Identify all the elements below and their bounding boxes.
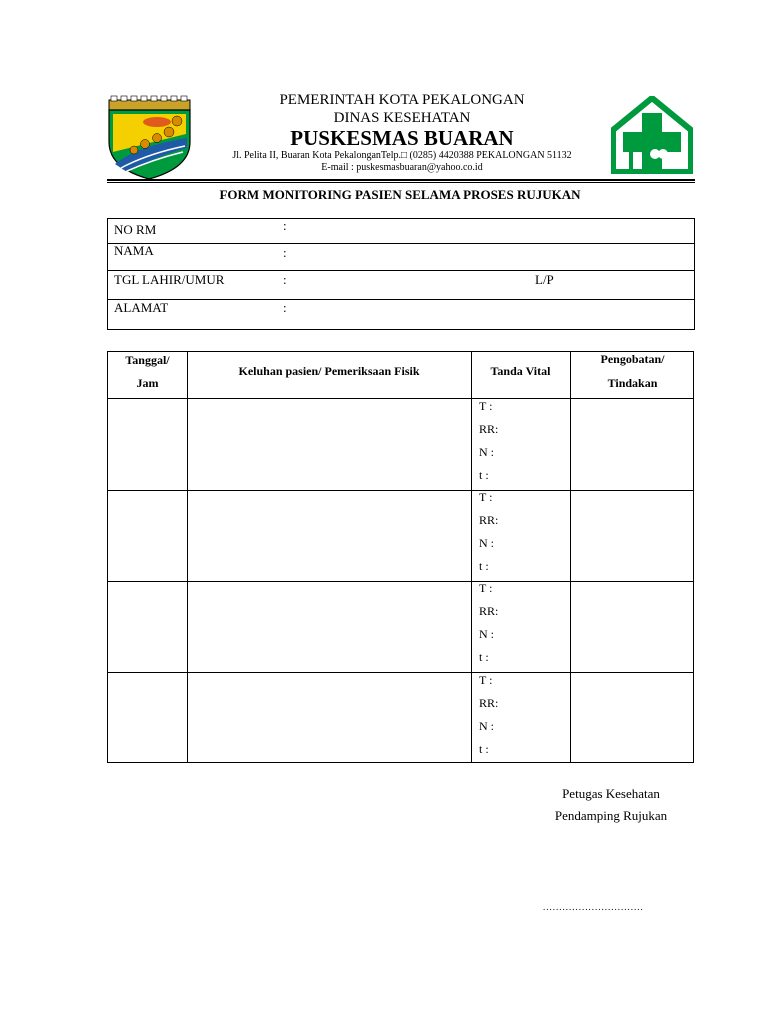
nama-label: NAMA	[114, 243, 154, 258]
puskesmas-logo-icon	[611, 96, 693, 174]
vital-n: N :	[479, 536, 494, 550]
vital-rr: RR:	[479, 422, 499, 436]
column-divider	[187, 352, 188, 762]
identity-row-nama	[108, 243, 694, 271]
header-pengobatan: Pengobatan/	[600, 352, 665, 366]
column-divider	[570, 352, 571, 762]
vital-t: T :	[479, 581, 493, 595]
header-rule-thick	[107, 179, 695, 181]
row-divider	[108, 581, 693, 582]
signature-title-2: Pendamping Rujukan	[554, 808, 668, 823]
signature-title-1: Petugas Kesehatan	[562, 786, 660, 801]
header-keluhan: Keluhan pasien/ Pemeriksaan Fisik	[238, 364, 420, 378]
identity-row-no-rm	[108, 219, 694, 244]
tgl-lahir-field[interactable]: :	[283, 272, 287, 287]
email-line: E-mail : puskesmasbuaran@yahoo.co.id	[321, 162, 483, 173]
vital-t: T :	[479, 673, 493, 687]
vital-rr: RR:	[479, 604, 499, 618]
nama-field[interactable]: :	[283, 245, 287, 260]
header-tanggal: Tanggal/	[125, 353, 170, 367]
vital-n: N :	[479, 627, 494, 641]
vital-t: T :	[479, 399, 493, 413]
no-rm-field[interactable]: :	[283, 218, 287, 233]
header-tanda-vital: Tanda Vital	[490, 364, 551, 378]
institution-name: PUSKESMAS BUARAN	[290, 126, 514, 150]
vital-temp: t :	[479, 742, 489, 756]
vital-temp: t :	[479, 650, 489, 664]
monitoring-table	[107, 351, 694, 763]
alamat-label: ALAMAT	[114, 300, 169, 315]
identity-row-alamat	[108, 300, 694, 329]
header-tindakan: Tindakan	[607, 376, 658, 390]
row-divider	[108, 398, 693, 399]
government-name: PEMERINTAH KOTA PEKALONGAN	[279, 92, 525, 108]
signature-line: ...............................	[543, 902, 644, 912]
vital-temp: t :	[479, 559, 489, 573]
vital-rr: RR:	[479, 696, 499, 710]
department-name: DINAS KESEHATAN	[333, 110, 471, 126]
vital-n: N :	[479, 719, 494, 733]
row-divider	[108, 672, 693, 673]
no-rm-label: NO RM	[114, 222, 157, 237]
row-divider	[108, 490, 693, 491]
identity-row-tgl-lahir	[108, 271, 694, 300]
gender-label: L/P	[535, 272, 554, 287]
patient-identity-table	[107, 218, 695, 330]
tgl-lahir-label: TGL LAHIR/UMUR	[114, 272, 225, 287]
header-jam: Jam	[136, 376, 159, 390]
form-title: FORM MONITORING PASIEN SELAMA PROSES RUJUKAN	[219, 187, 581, 202]
vital-temp: t :	[479, 468, 489, 482]
header-rule-thin	[107, 182, 695, 183]
address-line: Jl. Pelita II, Buaran Kota PekalonganTelp.□ (0285) 4420388 PEKALONGAN 51132	[232, 150, 572, 161]
vital-n: N :	[479, 445, 494, 459]
vital-t: T :	[479, 490, 493, 504]
vital-rr: RR:	[479, 513, 499, 527]
alamat-field[interactable]: :	[283, 300, 287, 315]
column-divider	[471, 352, 472, 762]
